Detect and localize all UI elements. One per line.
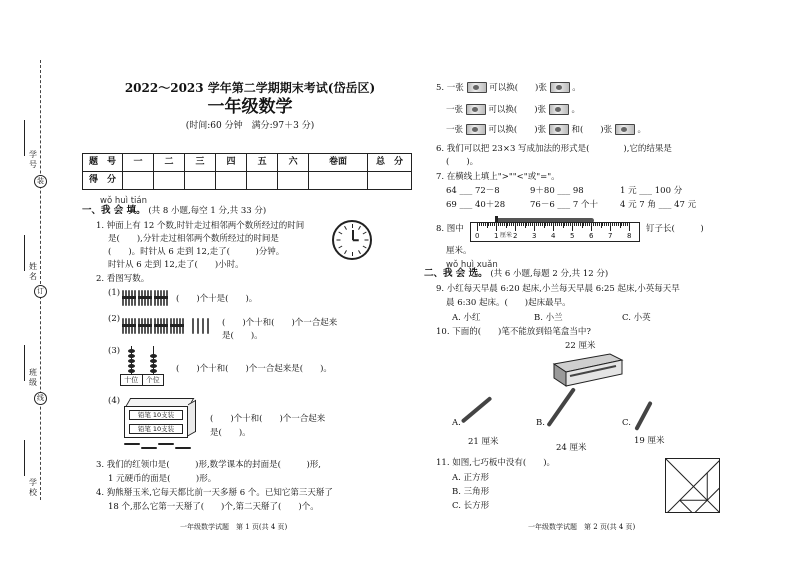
ruler-tick — [542, 223, 543, 226]
q9-option-a[interactable]: A. 小红 — [452, 313, 481, 323]
ruler-number: 6 — [589, 232, 594, 240]
loose-stick-icon — [207, 318, 209, 334]
score-input-cell[interactable] — [368, 172, 412, 190]
ruler-tick — [551, 223, 552, 226]
score-table-cell: 题 号 — [83, 154, 123, 172]
q2-title: 2. 看图写数。 — [96, 274, 150, 284]
brush-b-icon — [546, 387, 576, 427]
q2-4-marker: (4) — [108, 396, 121, 406]
ruler-tick — [477, 223, 478, 231]
banknote-icon — [549, 124, 569, 135]
ruler-tick — [525, 223, 526, 228]
banknote-icon — [549, 104, 569, 115]
ruler-tick — [506, 223, 507, 228]
q3-line1: 3. 我们的红领巾是( )形,数学课本的封面是( )形, — [96, 460, 321, 470]
ruler-tick — [509, 223, 510, 226]
stick-bundle-icon — [138, 290, 152, 306]
abacus-bead — [128, 369, 135, 373]
score-input-cell[interactable] — [123, 172, 154, 190]
q2-1-marker: (1) — [108, 288, 121, 298]
abacus-bead — [150, 354, 157, 358]
q7-row1-col3: 1 元 ___ 100 分 — [620, 186, 683, 196]
pencil-icon — [175, 447, 191, 449]
ruler-number: 0 — [475, 232, 480, 240]
ruler-tick — [566, 223, 567, 226]
ruler-tick — [612, 223, 613, 226]
abacus-bead — [150, 364, 157, 368]
ruler-tick — [492, 223, 493, 226]
score-table-cell: 五 — [247, 154, 278, 172]
ruler-tick — [610, 223, 611, 231]
ruler-tick — [513, 223, 514, 226]
loose-pencils-icon — [124, 442, 194, 452]
pencil-icon — [158, 443, 174, 445]
q2-2-text-a: ( )个十和( )个一合起来 — [222, 318, 338, 328]
section2-title: 二、我 会 选。 — [424, 268, 488, 279]
ruler-unit-label: 厘米 — [500, 232, 513, 239]
q2-3-marker: (3) — [108, 346, 121, 356]
q2-4-text-b: 是( )。 — [210, 428, 251, 438]
q9-line1: 9. 小红每天早晨 6:20 起床,小兰每天早晨 6:25 起床,小英每天早 — [436, 284, 680, 294]
ruler-tick — [572, 223, 573, 231]
ruler-tick — [568, 223, 569, 226]
abacus-base — [120, 374, 164, 386]
ruler-tick — [483, 223, 484, 226]
banknote-icon — [466, 124, 486, 135]
ruler-tick — [602, 223, 603, 226]
clock-tick — [352, 252, 353, 256]
ruler-tick — [604, 223, 605, 226]
stick-bundle-icon — [122, 290, 136, 306]
ruler-tick — [559, 223, 560, 226]
ruler-tick — [587, 223, 588, 226]
exam-title: 2022～2023 学年第二学期期末考试(岱岳区) — [124, 81, 376, 95]
clock-icon — [332, 220, 372, 260]
pencil-case-svg — [550, 350, 626, 390]
ruler-tick — [536, 223, 537, 226]
gutter-label-class: 班级 — [29, 368, 37, 387]
q5-row1 — [436, 82, 581, 94]
score-input-cell[interactable] — [278, 172, 309, 190]
score-table-cell: 六 — [278, 154, 309, 172]
gutter-label-student-id: 学号 — [29, 150, 37, 169]
ruler-tick — [574, 223, 575, 226]
ruler-tick — [523, 223, 524, 226]
gutter-seal-2: 订 — [34, 285, 47, 298]
ruler-tick — [530, 223, 531, 226]
q10-option-a-label: 21 厘米 — [468, 437, 499, 447]
ruler-icon — [470, 222, 640, 242]
ruler-tick — [538, 223, 539, 226]
ruler-tick — [547, 223, 548, 226]
ruler-number: 4 — [551, 232, 556, 240]
ruler-tick — [599, 223, 600, 226]
clock-tick — [337, 240, 341, 241]
q1-line3: ( )。时针从 6 走到 12,走了( )分钟。 — [108, 247, 285, 257]
clock-tick — [352, 224, 353, 228]
q5-row3 — [446, 124, 646, 136]
ruler-tick — [591, 223, 592, 231]
q2-1-text: ( )个十是( )。 — [176, 294, 258, 304]
gutter-seal-3: 线 — [34, 392, 47, 405]
q5-row2 — [446, 104, 580, 116]
abacus-bead — [128, 349, 135, 353]
ruler-tick — [627, 223, 628, 226]
ruler-tick — [488, 223, 489, 226]
ruler-tick — [487, 223, 488, 228]
score-table-cell: 二 — [154, 154, 185, 172]
ruler-tick — [517, 223, 518, 226]
section1-pinyin: wǒ huì tián — [100, 196, 147, 206]
q5-row3-text-d: 。 — [637, 125, 647, 135]
ruler-tick — [534, 223, 535, 231]
ruler-tick — [601, 223, 602, 228]
q10-option-c-letter[interactable]: C. — [622, 418, 631, 428]
ruler-tick — [576, 223, 577, 226]
score-table — [82, 153, 412, 190]
ruler-tick — [578, 223, 579, 226]
section2-pinyin: wǒ huì xuǎn — [446, 260, 498, 270]
ruler-tick — [620, 223, 621, 228]
crate-label: 铅笔 10支装 — [129, 410, 183, 420]
q4-line1: 4. 狗熊掰玉米,它每天都比前一天多掰 6 个。已知它第三天掰了 — [96, 488, 333, 498]
q5-row3-text-b: 可以换( )张 — [488, 125, 547, 135]
section1-title: 一、我 会 填。 — [82, 205, 146, 216]
pencil-icon — [124, 443, 140, 445]
ruler-tick — [549, 223, 550, 226]
q11-option-b[interactable]: B. 三角形 — [452, 487, 490, 497]
stick-bundle-icon — [138, 318, 152, 334]
banknote-icon — [466, 104, 486, 115]
ruler-tick — [608, 223, 609, 226]
crate-front — [124, 406, 188, 438]
q2-3-text: ( )个十和( )个一合起来是( )。 — [176, 364, 332, 374]
gutter-seal-1: 装 — [34, 175, 47, 188]
ruler-tick — [595, 223, 596, 226]
ruler-tick — [616, 223, 617, 226]
ruler-tick — [507, 223, 508, 226]
abacus-bead — [150, 369, 157, 373]
q9-option-c[interactable]: C. 小英 — [622, 313, 651, 323]
clock-tick — [358, 226, 361, 230]
q5-row1-text-b: 可以换( )张 — [489, 83, 547, 93]
clock-tick — [358, 250, 361, 254]
ruler-tick — [479, 223, 480, 226]
section2-note: (共 6 小题,每题 2 分,共 12 分) — [490, 269, 609, 279]
ruler-tick — [580, 223, 581, 226]
ruler-tick — [519, 223, 520, 226]
abacus-ones-label: 个位 — [142, 375, 164, 385]
gutter-label-school: 学校 — [29, 478, 37, 497]
q8-text-b: 钉子长( ) — [646, 224, 704, 234]
ruler-tick — [511, 223, 512, 226]
score-input-cell[interactable] — [216, 172, 247, 190]
q1-line1: 1. 钟面上有 12 个数,时针走过相邻两个数所经过的时间 — [96, 221, 305, 231]
q9-option-b[interactable]: B. 小兰 — [534, 313, 563, 323]
ruler-tick — [526, 223, 527, 226]
crate-side — [188, 400, 196, 437]
score-input-cell[interactable] — [185, 172, 216, 190]
q11-text: 11. 如图,七巧板中没有( )。 — [436, 458, 556, 468]
q2-2-text-b: 是( )。 — [222, 331, 263, 341]
q1-line4: 时针从 6 走到 12,走了( )小时。 — [108, 260, 244, 270]
q2-4-text-a: ( )个十和( )个一合起来 — [210, 414, 326, 424]
ruler-tick — [563, 223, 564, 228]
ruler-tick — [498, 223, 499, 226]
section2-heading — [424, 268, 608, 281]
section1-note: (共 8 小题,每空 1 分,共 33 分) — [148, 206, 267, 216]
ruler-tick — [528, 223, 529, 226]
clock-tick — [363, 232, 367, 235]
ruler-tick — [494, 223, 495, 226]
abacus-bead — [128, 354, 135, 358]
ruler-tick — [593, 223, 594, 226]
clock-tick — [344, 226, 347, 230]
clock-tick — [365, 240, 369, 241]
q6-line1: 6. 我们可以把 23×3 写成加法的形式是( ),它的结果是 — [436, 144, 672, 154]
score-table-cell: 总 分 — [368, 154, 412, 172]
ruler-tick — [621, 223, 622, 226]
page1-footer: 一年级数学试题 第 1 页(共 4 页) — [180, 523, 288, 531]
gutter-label-name: 姓名 — [29, 262, 37, 281]
pen-a-icon — [461, 396, 493, 423]
q11-option-a[interactable]: A. 正方形 — [452, 473, 490, 483]
abacus-bead — [150, 359, 157, 363]
ruler-tick — [625, 223, 626, 226]
clock-tick — [338, 246, 342, 249]
q10-text: 10. 下面的( )笔不能放到铅笔盒当中? — [436, 327, 591, 337]
clock-tick — [344, 250, 347, 254]
q7-row2-col1: 69 ___ 40＋28 — [446, 200, 506, 210]
clock-hour-hand — [353, 239, 359, 241]
score-input-cell[interactable] — [309, 172, 368, 190]
abacus-bead — [128, 359, 135, 363]
ruler-tick — [618, 223, 619, 226]
ruler-tick — [540, 223, 541, 226]
abacus-icon — [120, 346, 164, 386]
q1-line2: 是( ),分针走过相邻两个数所经过的时间是 — [108, 234, 279, 244]
pencil-box-crate-icon — [124, 398, 196, 438]
exam-time-info: (时间:60 分钟 满分:97＋3 分) — [185, 121, 315, 131]
abacus-tens-label: 十位 — [124, 376, 139, 384]
stick-bundle-icon — [154, 290, 168, 306]
ruler-number: 1 — [494, 232, 499, 240]
loose-stick-icon — [192, 318, 194, 334]
pencil-case-icon — [550, 350, 626, 390]
exam-subject: 一年级数学 — [207, 97, 293, 117]
ruler-tick — [582, 223, 583, 228]
score-input-cell[interactable] — [154, 172, 185, 190]
q5-row3-text-c: 和( )张 — [571, 125, 613, 135]
pencil-case-length-label: 22 厘米 — [565, 341, 596, 351]
q5-row2-text-b: 可以换( )张 — [488, 105, 547, 115]
binding-dashed-line — [40, 60, 41, 500]
q9-line2: 晨 6:30 起床。( )起床最早。 — [446, 298, 571, 308]
q8-text-c: 厘米。 — [446, 246, 472, 256]
banknote-icon — [550, 82, 570, 93]
clock-tick — [338, 232, 342, 235]
q8-text-a: 8. 图中 — [436, 224, 464, 234]
ruler-tick — [555, 223, 556, 226]
q5-row2-text-a: 一张 — [446, 105, 464, 115]
ruler-tick — [570, 223, 571, 226]
score-table-cell: 卷面 — [309, 154, 368, 172]
ruler-tick — [545, 223, 546, 226]
score-table-score-row — [83, 172, 412, 190]
crate-label: 铅笔 10支装 — [129, 424, 183, 434]
ruler-number: 8 — [627, 232, 632, 240]
ruler-tick — [606, 223, 607, 226]
ruler-tick — [515, 223, 516, 231]
pencil-icon — [141, 447, 157, 449]
ruler-tick — [544, 223, 545, 228]
q7-row2-col3: 4 元 7 角 ___ 47 元 — [620, 200, 697, 210]
score-table-header-row — [83, 154, 412, 172]
ruler-tick — [561, 223, 562, 226]
q10-option-b-letter[interactable]: B. — [536, 418, 545, 428]
q10-option-a-letter[interactable]: A. — [452, 418, 461, 428]
banknote-icon — [467, 82, 487, 93]
ruler-tick — [496, 223, 497, 231]
q10-option-c-label: 19 厘米 — [634, 436, 665, 446]
gutter-rule — [24, 440, 25, 476]
ruler-tick — [597, 223, 598, 226]
q7-title: 7. 在横线上填上">""<"或"="。 — [436, 172, 560, 182]
q4-line2: 18 个,那么它第一天掰了( )个,第二天掰了( )个。 — [108, 502, 319, 512]
gutter-rule — [24, 235, 25, 271]
ruler-tick — [502, 223, 503, 226]
ruler-tick — [490, 223, 491, 226]
score-input-cell[interactable] — [247, 172, 278, 190]
ruler-tick — [532, 223, 533, 226]
ruler-number: 5 — [570, 232, 575, 240]
ruler-tick — [585, 223, 586, 226]
ruler-tick — [557, 223, 558, 226]
ruler-tick — [589, 223, 590, 226]
ruler-tick — [500, 223, 501, 226]
ruler-tick — [629, 223, 630, 231]
q3-line2: 1 元硬币的面是( )形。 — [108, 474, 217, 484]
crate-top — [126, 398, 195, 406]
tangram-icon — [665, 458, 720, 513]
q5-row1-text-a: 5. 一张 — [436, 83, 464, 93]
q6-line2: ( )。 — [446, 157, 479, 167]
banknote-icon — [615, 124, 635, 135]
clock-tick — [363, 246, 367, 249]
abacus-bead — [128, 364, 135, 368]
score-table-cell: 三 — [185, 154, 216, 172]
ruler-tick — [583, 223, 584, 226]
ruler-tick — [481, 223, 482, 226]
stick-bundle-icon — [170, 318, 184, 334]
q2-2-marker: (2) — [108, 314, 121, 324]
stick-bundle-icon — [122, 318, 136, 334]
score-table-cell: 四 — [216, 154, 247, 172]
pencil-c-icon — [634, 401, 653, 431]
gutter-rule — [24, 345, 25, 381]
tangram-svg — [666, 459, 720, 513]
section1-heading — [82, 205, 266, 218]
q11-option-c[interactable]: C. 长方形 — [452, 501, 490, 511]
gutter-rule — [24, 120, 25, 156]
loose-stick-icon — [197, 318, 199, 334]
ruler-number: 2 — [513, 232, 518, 240]
q10-option-b-label: 24 厘米 — [556, 443, 587, 453]
q5-row1-text-c: 。 — [572, 83, 581, 93]
ruler-tick — [485, 223, 486, 226]
q7-row2-col2: 76－6 ___ 7 个十 — [530, 200, 598, 210]
ruler-tick — [614, 223, 615, 226]
ruler-number: 7 — [608, 232, 613, 240]
ruler-tick — [504, 223, 505, 226]
q7-row1-col1: 64 ___ 72－8 — [446, 186, 500, 196]
score-table-cell: 得 分 — [83, 172, 123, 190]
ruler-tick — [623, 223, 624, 226]
ruler-number: 3 — [532, 232, 537, 240]
q5-row2-text-c: 。 — [571, 105, 580, 115]
ruler-tick — [521, 223, 522, 226]
stick-bundle-icon — [154, 318, 168, 334]
q7-row1-col2: 9＋80 ___ 98 — [530, 186, 584, 196]
ruler-tick — [564, 223, 565, 226]
q5-row3-text-a: 一张 — [446, 125, 464, 135]
loose-stick-icon — [202, 318, 204, 334]
page2-footer: 一年级数学试题 第 2 页(共 4 页) — [528, 523, 636, 531]
score-table-cell: 一 — [123, 154, 154, 172]
ruler-tick — [553, 223, 554, 231]
